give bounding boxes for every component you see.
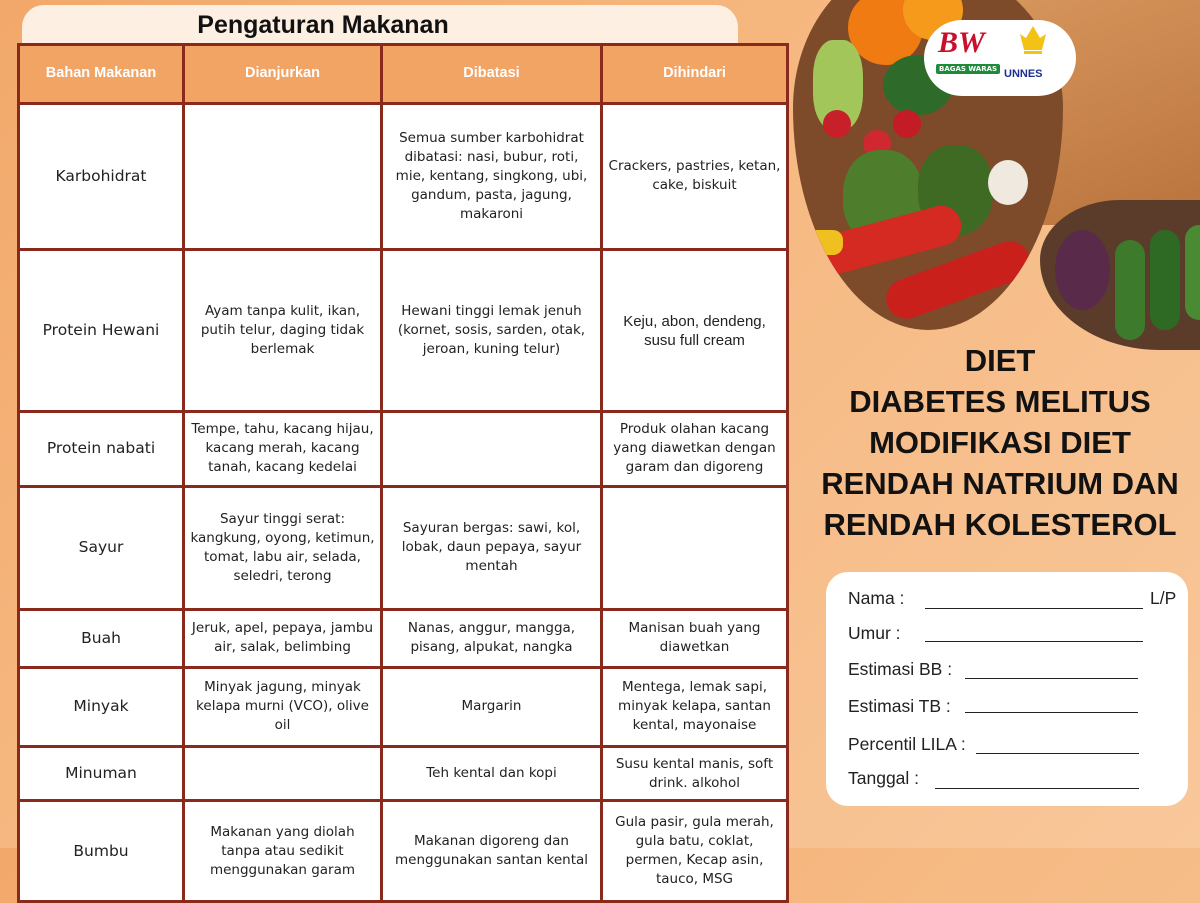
row-bahan: Protein nabati	[19, 412, 184, 486]
tanggal-field[interactable]	[935, 788, 1139, 789]
row-bahan: Minyak	[19, 667, 184, 747]
bagas-waras-label: BAGAS WARAS	[936, 64, 1000, 74]
header-bahan: Bahan Makanan	[19, 45, 184, 104]
umur-field[interactable]	[925, 641, 1143, 642]
row-bahan: Karbohidrat	[19, 103, 184, 249]
table-row	[19, 801, 788, 902]
lila-field[interactable]	[976, 753, 1139, 754]
row-dihindari: Gula pasir, gula merah, gula batu, coklat, permen, Kecap asin, tauco, MSG	[602, 801, 788, 902]
header-dihindari: Dihindari	[602, 45, 788, 104]
tanggal-label: Tanggal :	[848, 768, 920, 788]
diet-title-line: RENDAH KOLESTEROL	[823, 507, 1177, 542]
diet-title-line: MODIFIKASI DIET	[869, 425, 1131, 460]
bb-field[interactable]	[965, 678, 1138, 679]
bb-label: Estimasi BB :	[848, 659, 953, 679]
diet-title-line: DIABETES MELITUS	[849, 384, 1151, 419]
table-row	[19, 610, 788, 668]
gender-label: L/P	[1150, 588, 1177, 608]
lila-label: Percentil LILA :	[848, 734, 966, 754]
header-dibatasi: Dibatasi	[382, 45, 602, 104]
nama-label: Nama :	[848, 588, 905, 608]
header-dianjurkan: Dianjurkan	[184, 45, 382, 104]
row-dianjurkan: Jeruk, apel, pepaya, jambu air, salak, belimbing	[184, 610, 382, 668]
row-dibatasi	[382, 412, 602, 486]
table-row	[19, 412, 788, 486]
row-dianjurkan	[184, 747, 382, 801]
row-dibatasi: Makanan digoreng dan menggunakan santan kental	[382, 801, 602, 902]
row-dibatasi: Semua sumber karbohidrat dibatasi: nasi, bubur, roti, mie, kentang, singkong, ubi, gandum, pasta, jagung, makaroni	[382, 103, 602, 249]
row-dibatasi: Hewani tinggi lemak jenuh (kornet, sosis, sarden, otak, jeroan, kuning telur)	[382, 250, 602, 412]
diet-title-line: RENDAH NATRIUM DAN	[821, 466, 1179, 501]
unnes-logo: UNNES	[1004, 68, 1043, 80]
row-bahan: Sayur	[19, 486, 184, 609]
table-header-row	[19, 45, 788, 104]
tb-field[interactable]	[965, 712, 1138, 713]
row-dianjurkan: Sayur tinggi serat: kangkung, oyong, ketimun, tomat, labu air, selada, seledri, terong	[184, 486, 382, 609]
row-dihindari: Mentega, lemak sapi, minyak kelapa, santan kental, mayonaise	[602, 667, 788, 747]
food-table	[17, 43, 789, 903]
umur-label: Umur :	[848, 623, 901, 643]
row-dianjurkan: Tempe, tahu, kacang hijau, kacang merah, kacang tanah, kacang kedelai	[184, 412, 382, 486]
row-dianjurkan: Makanan yang diolah tanpa atau sedikit menggunakan garam	[184, 801, 382, 902]
nama-field[interactable]	[925, 608, 1143, 609]
row-dibatasi: Sayuran bergas: sawi, kol, lobak, daun pepaya, sayur mentah	[382, 486, 602, 609]
row-dihindari: Susu kental manis, soft drink. alkohol	[602, 747, 788, 801]
unnes-emblem-icon	[1016, 24, 1050, 56]
bagas-waras-logo: BW	[938, 26, 985, 59]
diet-title-line: DIET	[964, 343, 1036, 378]
table-row	[19, 667, 788, 747]
row-dihindari: Produk olahan kacang yang diawetkan dengan garam dan digoreng	[602, 412, 788, 486]
row-bahan: Bumbu	[19, 801, 184, 902]
row-bahan: Minuman	[19, 747, 184, 801]
table-row	[19, 103, 788, 249]
diet-title	[800, 340, 1200, 545]
logo-badge	[924, 20, 1076, 96]
row-dihindari: Keju, abon, dendeng, susu full cream	[602, 250, 788, 412]
table-row	[19, 250, 788, 412]
row-bahan: Protein Hewani	[19, 250, 184, 412]
row-dianjurkan: Ayam tanpa kulit, ikan, putih telur, daging tidak berlemak	[184, 250, 382, 412]
row-dianjurkan	[184, 103, 382, 249]
table-title: Pengaturan Makanan	[197, 11, 449, 39]
row-dibatasi: Nanas, anggur, mangga, pisang, alpukat, nangka	[382, 610, 602, 668]
row-dihindari	[602, 486, 788, 609]
row-dihindari: Crackers, pastries, ketan, cake, biskuit	[602, 103, 788, 249]
row-dibatasi: Margarin	[382, 667, 602, 747]
row-dihindari: Manisan buah yang diawetkan	[602, 610, 788, 668]
table-row	[19, 486, 788, 609]
row-dianjurkan: Minyak jagung, minyak kelapa murni (VCO), olive oil	[184, 667, 382, 747]
table-row	[19, 747, 788, 801]
row-bahan: Buah	[19, 610, 184, 668]
patient-form	[826, 572, 1188, 806]
tb-label: Estimasi TB :	[848, 696, 951, 716]
grapes-cucumber-photo	[1040, 200, 1200, 350]
row-dibatasi: Teh kental dan kopi	[382, 747, 602, 801]
